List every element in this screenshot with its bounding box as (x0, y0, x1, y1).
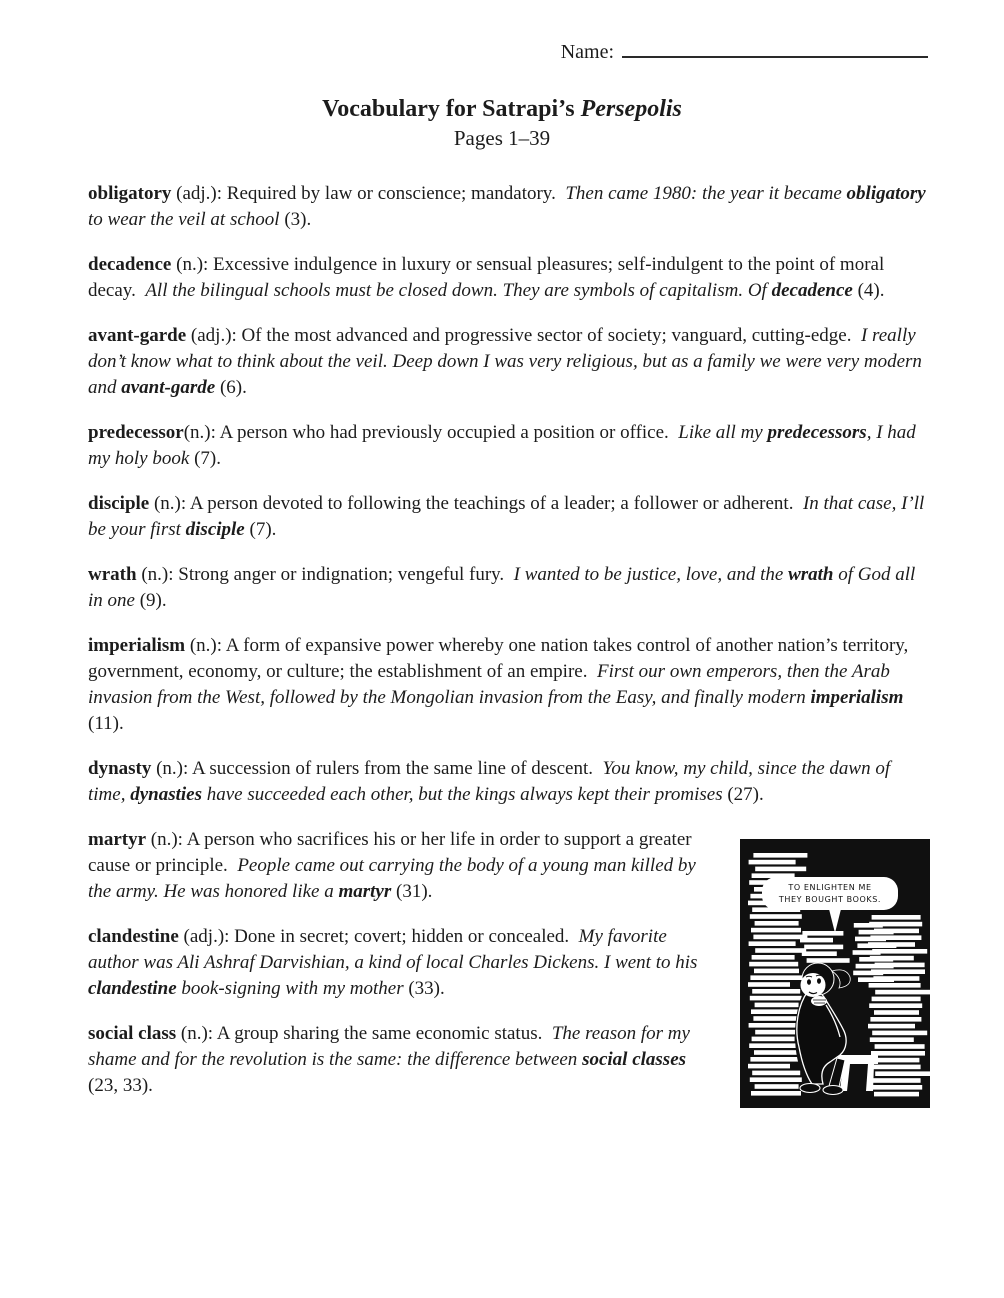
speech-bubble-line-2: THEY BOUGHT BOOKS. (778, 895, 882, 904)
name-label: Name: (560, 41, 614, 63)
vocab-entry-martyr: martyr (n.): A person who sacrifices his or her life in order to support a greater cause or principle. People came out carrying the body of a young man killed by the army. He was honored like a martyr (31). (88, 829, 701, 902)
page-title-prefix: Vocabulary for Satrapi’s (322, 96, 581, 122)
foot-left (800, 1084, 820, 1093)
vocab-entry-decadence: decadence (n.): Excessive indulgence in luxury or sensual pleasures; self-indulgent to the point of moral decay. All the bilingual schools must be closed down. They are symbols of capitalism. Of decadence (4). (88, 254, 889, 301)
vocab-entry-wrath: wrath (n.): Strong anger or indignation; vengeful fury. I wanted to be justice, love, and the wrath of God all in one (9). (88, 564, 921, 611)
vocab-entry-dynasty: dynasty (n.): A succession of rulers from the same line of descent. You know, my child, since the dawn of time, dynasties have succeeded each other, but the kings always kept their promises (27). (88, 758, 895, 805)
vocab-entry-predecessor: predecessor(n.): A person who had previously occupied a position or office. Like all my predecessors, I had my holy book (7). (88, 422, 921, 469)
vocab-entry-obligatory: obligatory (adj.): Required by law or conscience; mandatory. Then came 1980: the year it became obligatory to wear the veil at school (3). (88, 183, 931, 230)
vocab-entry-disciple: disciple (n.): A person devoted to following the teachings of a leader; a follower or adherent. In that case, I’ll be your first disciple (7). (88, 493, 930, 540)
vocab-entry-avant-garde: avant-garde (adj.): Of the most advanced and progressive sector of society; vanguard, cutting-edge. I really don’t know what to think about the veil. Deep down I was very religious, but as a family we were very modern and avant-garde (6). (88, 325, 927, 398)
vocab-entry-imperialism: imperialism (n.): A form of expansive power whereby one nation takes control of another nation’s territory, government, economy, or culture; the establishment of an empire. First our own emperors, then the Arab invasion from the West, followed by the Mongolian invasion from the Easy, and finally modern imperialism (11). (88, 635, 914, 734)
comic-panel-svg (740, 839, 930, 1108)
persepolis-comic-panel (740, 839, 930, 1108)
speech-bubble-line-1: TO ENLIGHTEN ME (788, 883, 872, 892)
eye-left (807, 979, 811, 985)
vocab-entry-clandestine: clandestine (adj.): Done in secret; covert; hidden or concealed. My favorite author was Ali Ashraf Darvishian, a kind of local Charles Dickens. I went to his clandestine book-signing with my mother (33). (88, 926, 703, 999)
hand-on-chin (811, 996, 827, 1006)
foot-right (823, 1086, 843, 1095)
speech-bubble-body (762, 877, 898, 910)
name-row (0, 0, 1004, 65)
page-title (0, 95, 1004, 123)
eye-right (817, 978, 821, 984)
name-blank-line (622, 38, 928, 58)
vocab-list (0, 151, 1004, 1099)
vocab-entry-social-class: social class (n.): A group sharing the same economic status. The reason for my shame and for the revolution is the same: the difference between social classes (23, 33). (88, 1023, 695, 1096)
page-subtitle: Pages 1–39 (453, 126, 551, 150)
page-title-book-name: Persepolis (580, 96, 682, 122)
